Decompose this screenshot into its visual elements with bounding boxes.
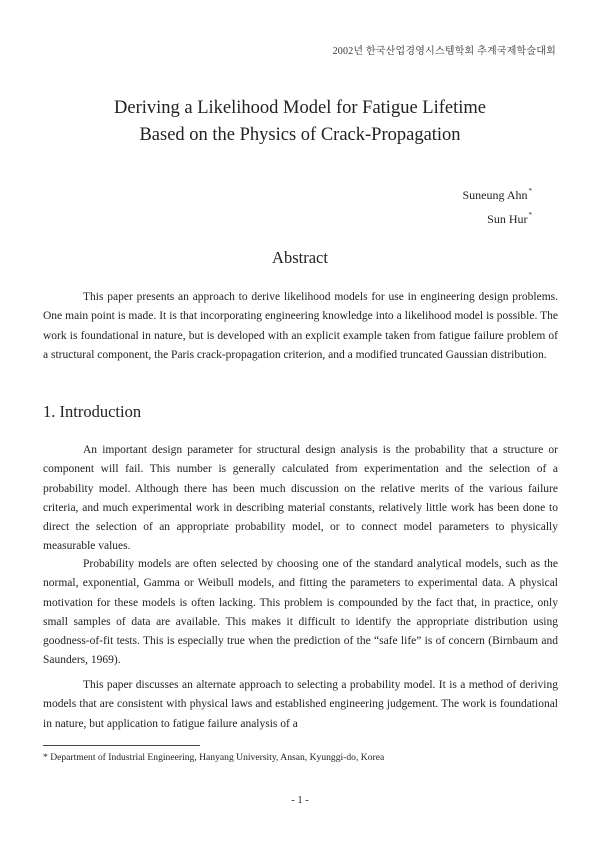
author	[462, 205, 532, 229]
introduction-paragraph: This paper discusses an alternate approach to selecting a probability model. It is a method of deriving models that are consistent with physical laws and established engineering judgement. The work is foundational in nature, but application to fatigue failure analysis of a	[43, 679, 558, 730]
author-name: Suneung Ahn	[462, 188, 528, 202]
author	[462, 181, 532, 205]
title-line-2: Based on the Physics of Crack-Propagation	[139, 125, 461, 145]
footnote-affiliation: * Department of Industrial Engineering, Hanyang University, Ansan, Kyunggi-do, Korea	[43, 752, 385, 763]
author-name: Sun Hur	[487, 212, 528, 226]
page-number: - 1 -	[291, 795, 309, 806]
introduction-paragraph: Probability models are often selected by choosing one of the standard analytical models, such as the normal, exponential, Gamma or Weibull models, and fitting the parameters to experimental data. A physical motivation for these models is often lacking. This problem is compounded by the fact that, in practice, only small samples of data are available. This makes it difficult to identify the appropriate distribution using goodness-of-fit tests. This is especially true when the prediction of the “safe life” is of concern (Birnbaum and Saunders, 1969).	[43, 558, 558, 667]
footnote-divider	[43, 745, 200, 746]
introduction-paragraph: An important design parameter for structural design analysis is the probability that a structure or component will fail. This number is generally calculated from experimentation and the selection of a probability model. Although there has been much discussion on the relative merits of the various failure criteria, and much experimental work in describing material constants, relatively little work has been done to direct the selection of an appropriate probability model, or to connect model parameters to physically measurable values.	[43, 444, 558, 553]
conference-header: 2002년 한국산업경영시스템학회 추계국제학술대회	[332, 46, 556, 57]
author-list	[462, 181, 532, 229]
abstract-text: This paper presents an approach to derive likelihood models for use in engineering design problems. One main point is made. It is that incorporating engineering knowledge into a likelihood model is possible. The work is foundational in nature, but is developed with an explicit example taken from fatigue failure problem of a structural component, the Paris crack-propagation criterion, and a modified truncated Gaussian distribution.	[43, 291, 558, 361]
abstract-heading: Abstract	[272, 248, 328, 267]
author-affiliation-mark: *	[528, 211, 532, 219]
section-heading-introduction: 1. Introduction	[43, 402, 142, 421]
author-affiliation-mark: *	[528, 187, 532, 195]
title-line-1: Deriving a Likelihood Model for Fatigue Lifetime	[114, 98, 486, 118]
paper-title	[0, 95, 600, 149]
